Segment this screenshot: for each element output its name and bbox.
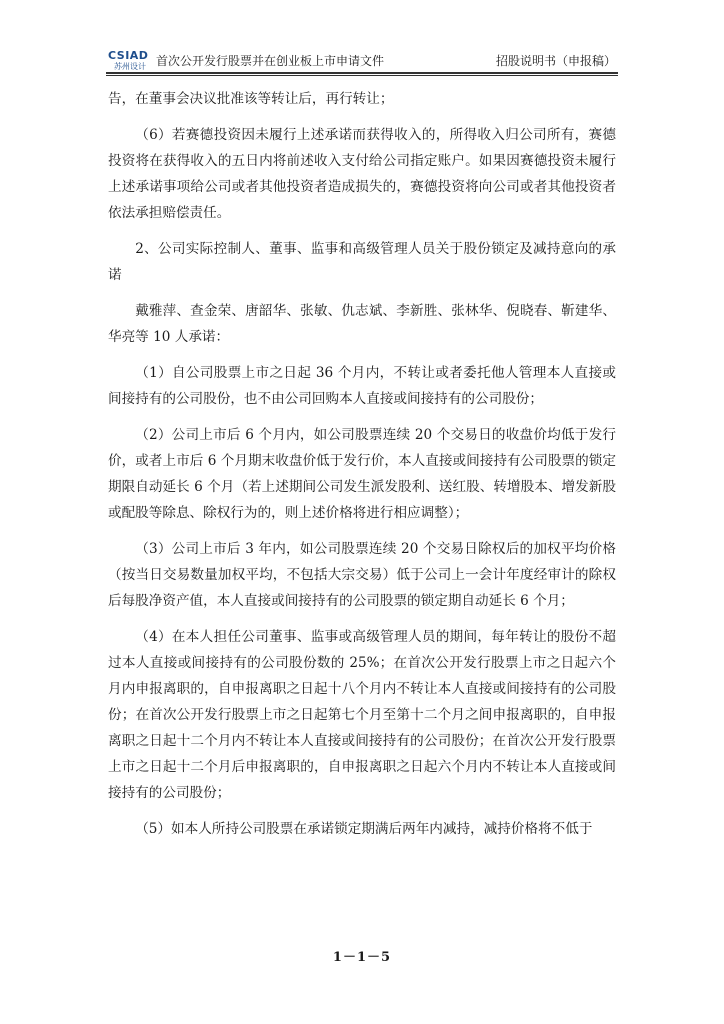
company-logo (106, 50, 152, 72)
header-divider-thin (106, 75, 618, 76)
paragraph: （3）公司上市后 3 年内，如公司股票连续 20 个交易日除权后的加权平均价格（按当日交易数量加权平均，不包括大宗交易）低于公司上一会计年度经审计的除权后每股净资产值，本人直接或间接持有的公司股票的锁定期自动延长 6 个月； (108, 541, 616, 609)
paragraph: （2）公司上市后 6 个月内，如公司股票连续 20 个交易日的收盘价均低于发行价，或者上市后 6 个月期末收盘价低于发行价，本人直接或间接持有公司股票的锁定期限自动延长 6 个月（若上述期间公司发生派发股利、送红股、转增股本、增发新股或配股等除息、除权行为的，则上述价格将进行相应调整）； (108, 427, 616, 521)
document-type: 招股说明书（申报稿） (495, 54, 616, 68)
paragraph: （1）自公司股票上市之日起 36 个月内，不转让或者委托他人管理本人直接或间接持有的公司股份，也不由公司回购本人直接或间接持有的公司股份； (108, 365, 616, 407)
paragraph: （6）若赛德投资因未履行上述承诺而获得收入的，所得收入归公司所有，赛德投资将在获得收入的五日内将前述收入支付给公司指定账户。如果因赛德投资未履行上述承诺事项给公司或者其他投资者造成损失的，赛德投资将向公司或者其他投资者依法承担赔偿责任。 (108, 127, 616, 221)
document-title: 首次公开发行股票并在创业板上市申请文件 (156, 54, 385, 68)
logo-subtitle: 苏州设计 (114, 62, 146, 71)
logo-wordmark: CSIAD (108, 49, 149, 62)
paragraph: 告，在董事会决议批准该等转让后，再行转让； (108, 91, 394, 107)
paragraph: 戴雅萍、查金荣、唐韶华、张敏、仇志斌、李新胜、张林华、倪晓春、靳建华、华亮等 10 人承诺： (108, 303, 616, 345)
paragraph: （4）在本人担任公司董事、监事或高级管理人员的期间，每年转让的股份不超过本人直接或间接持有的公司股份数的 25%；在首次公开发行股票上市之日起六个月内申报离职的，自申报离职之日起十八个月内不转让本人直接或间接持有的公司股份；在首次公开发行股票上市之日起第七个月至第十二个月之间申报离职的，自申报离职之日起十二个月内不转让本人直接或间接持有的公司股份；在首次公开发行股票上市之日起十二个月后申报离职的，自申报离职之日起六个月内不转让本人直接或间接持有的公司股份； (108, 629, 616, 801)
paragraph: （5）如本人所持公司股票在承诺锁定期满后两年内减持，减持价格将不低于 (135, 821, 593, 837)
document-body (108, 86, 616, 852)
page-number: 1－1－5 (332, 950, 392, 965)
page-header (106, 50, 618, 72)
header-divider (106, 72, 618, 74)
section-heading: 2、公司实际控制人、董事、监事和高级管理人员关于股份锁定及减持意向的承诺 (108, 241, 616, 283)
